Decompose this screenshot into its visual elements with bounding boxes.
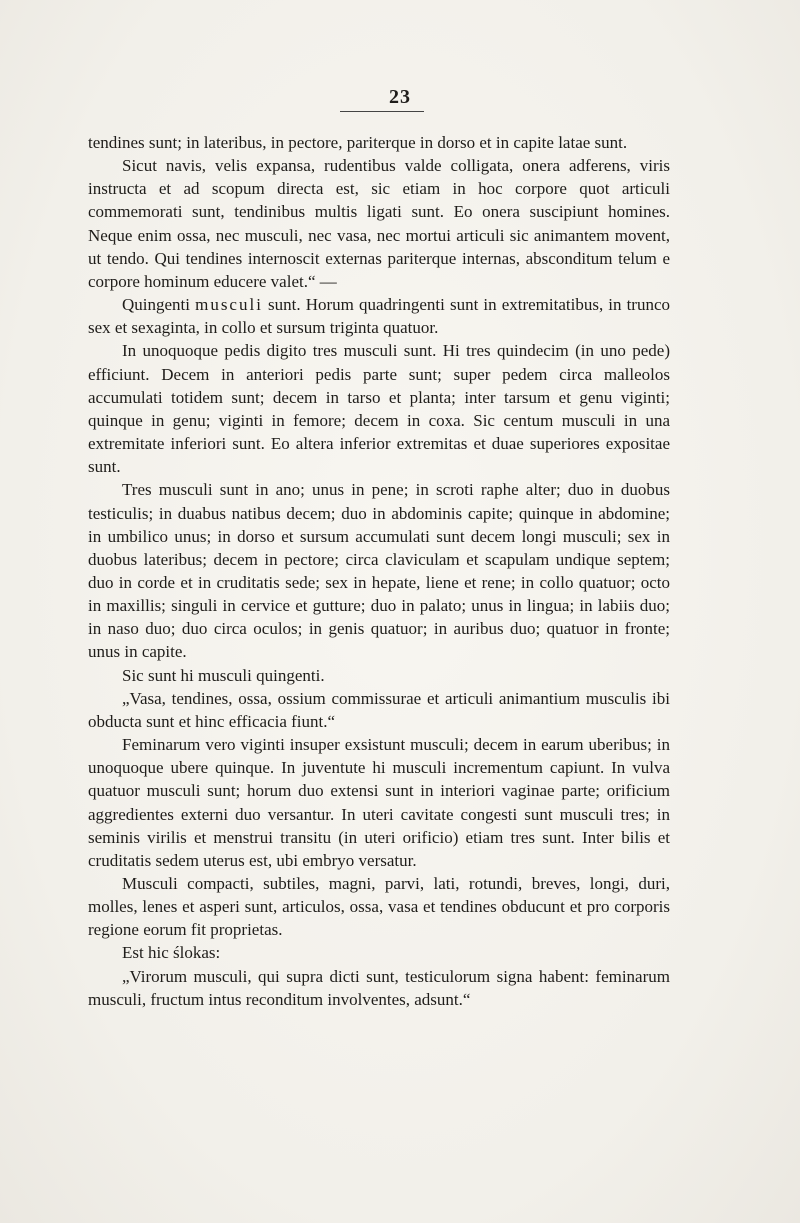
body-text [88,131,670,1011]
paragraph: Sicut navis, velis expansa, rudentibus valde colligata, onera adferens, viris instructa et ad scopum directa est, sic etiam in hoc corpore quot articuli commemorati sunt, tendinibus multis ligati sunt. Eo onera suscipiunt homines. Neque enim ossa, nec musculi, nec vasa, nec mortui articuli sic animantem movent, ut tendo. Qui tendines internoscit externas pariterque internas, absconditum telum e corpore hominum educere valet.“ — [88,156,670,291]
spaced-word: musculi [195,295,263,315]
paragraph: „Virorum musculi, qui supra dicti sunt, testiculorum signa habent: feminarum musculi, fructum intus reconditum involventes, adsunt.“ [88,966,670,1009]
paragraph: Est hic ślokas: [122,943,221,963]
paragraph: „Vasa, tendines, ossa, ossium commissurae et articuli animantium musculis ibi obducta sunt et hinc efficacia fiunt.“ [88,688,670,731]
paragraph [88,293,670,339]
paragraph: tendines sunt; in lateribus, in pectore, pariterque in dorso et in capite latae sunt. [88,133,628,152]
paragraph: In unoquoque pedis digito tres musculi sunt. Hi tres quindecim (in uno pede) efficiunt. Decem in anteriori pedis parte sunt; super pedem circa malleolos accumulati totidem sunt; decem in tarso et planta; inter tarsum et genu viginti; quinque in genu; viginti in femore; decem in coxa. Sic centum musculi in una extremitate inferiori sunt. Eo altera inferior extremitas et duae superiores expositae sunt. [88,341,670,477]
paragraph: Musculi compacti, subtiles, magni, parvi, lati, rotundi, breves, longi, duri, molles, lenes et asperi sunt, articulos, ossa, vasa et tendines obducunt et pro corporis regione eorum fit proprietas. [88,874,670,940]
page-number: 23 [389,86,411,108]
paragraph-lead: Quingenti [122,295,190,315]
paragraph-rest: sunt. Horum quadringenti sunt in extremitatibus, in trunco sex et sexaginta, in collo et sursum triginta quatuor. [88,295,671,338]
paragraph: Tres musculi sunt in ano; unus in pene; in scroti raphe alter; duo in duobus testiculis; in duabus natibus decem; duo in abdominis capite; quinque in abdomine; in umbilico unus; in dorso et sursum accumulati sunt decem longi musculi; sex in duobus lateribus; decem in pectore; circa claviculam et scapulam undique septem; duo in corde et in cruditatis sede; sex in hepate, liene et rene; in collo quatuor; octo in maxillis; singuli in cervice et gutture; duo in palato; unus in lingua; in labiis duo; in naso duo; duo circa oculos; in genis quatuor; in auribus duo; quatuor in fronte; unus in capite. [88,480,670,662]
paragraph: Feminarum vero viginti insuper exsistunt musculi; decem in earum uberibus; in unoquoque ubere quinque. In juventute hi musculi incrementum capiunt. In vulva quatuor musculi sunt; horum duo extensi sunt in interiori vaginae parte; orificium aggredientes externi duo versantur. In uteri cavitate congesti sunt musculi tres; in seminis virilis et menstrui transitu (in uteri orificio) etiam tres sunt. Inter bilis et cruditatis sedem uterus est, ubi embryo versatur. [88,735,670,870]
paragraph: Sic sunt hi musculi quingenti. [122,665,325,685]
header-rule [340,111,424,112]
